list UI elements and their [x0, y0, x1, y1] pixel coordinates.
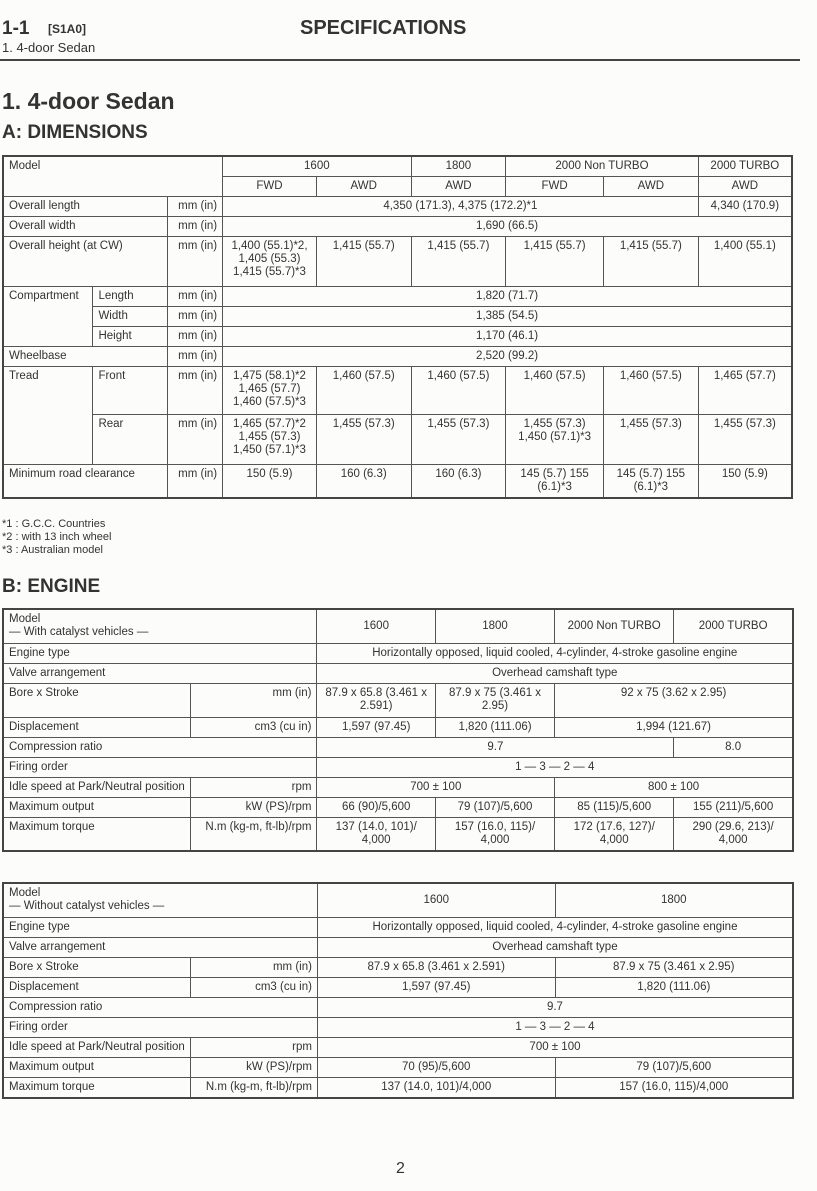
cell: Horizontally opposed, liquid cooled, 4-cylinder, 4-stroke gasoline engine — [317, 917, 793, 937]
unit-label: mm (in) — [168, 415, 223, 465]
table-row — [3, 997, 793, 1017]
unit-label: N.m (kg-m, ft-lb)/rpm — [190, 817, 317, 851]
cell: 1,400 (55.1) — [698, 237, 792, 287]
cell: 92 x 75 (3.62 x 2.95) — [555, 683, 793, 717]
cell: 700 ± 100 — [317, 1037, 793, 1057]
column-header: 2000 TURBO — [674, 609, 793, 643]
table-row — [3, 217, 792, 237]
footnote: *3 : Australian model — [2, 544, 103, 556]
row-label: Idle speed at Park/Neutral position — [3, 777, 190, 797]
row-label: Bore x Stroke — [3, 957, 190, 977]
table-row — [3, 917, 793, 937]
engine-without-catalyst-table — [2, 882, 794, 1099]
table-row — [3, 415, 792, 465]
column-header: 2000 Non TURBO — [555, 609, 674, 643]
table-row — [3, 307, 792, 327]
cell: 1 — 3 — 2 — 4 — [317, 757, 793, 777]
table-row — [3, 367, 792, 415]
unit-label: kW (PS)/rpm — [190, 1057, 317, 1077]
table-row — [3, 197, 792, 217]
cell: 1,415 (55.7) — [316, 237, 411, 287]
table-row — [3, 287, 792, 307]
page-section-number: 1-1 — [2, 18, 30, 39]
cell: 1,400 (55.1)*2, 1,405 (55.3) 1,415 (55.7)*3 — [223, 237, 317, 287]
cell: 1 — 3 — 2 — 4 — [317, 1017, 793, 1037]
column-header: 1800 — [555, 883, 793, 917]
cell: 1,597 (97.45) — [317, 977, 555, 997]
cell: 1,455 (57.3) — [698, 415, 792, 465]
cell: 160 (6.3) — [316, 465, 411, 499]
cell: 1,455 (57.3) — [411, 415, 506, 465]
cell: 70 (95)/5,600 — [317, 1057, 555, 1077]
row-label: Valve arrangement — [3, 937, 317, 957]
engine-with-catalyst-table — [2, 608, 794, 852]
sub-label: Front — [93, 367, 168, 415]
model-title: Model — [9, 887, 41, 899]
cell: 66 (90)/5,600 — [317, 797, 435, 817]
table-row — [3, 347, 792, 367]
cell: 150 (5.9) — [698, 465, 792, 499]
sub-label: Length — [93, 287, 168, 307]
unit-label: rpm — [190, 1037, 317, 1057]
footnote: *2 : with 13 inch wheel — [2, 531, 112, 543]
table-row — [3, 1037, 793, 1057]
table-row — [3, 465, 792, 499]
table-row — [3, 777, 793, 797]
row-label: Idle speed at Park/Neutral position — [3, 1037, 190, 1057]
model-label — [3, 609, 317, 643]
row-label: Maximum output — [3, 1057, 190, 1077]
group-1800: 1800 — [411, 156, 506, 177]
section-code: [S1A0] — [48, 22, 87, 36]
model-label — [3, 883, 317, 917]
unit-label: kW (PS)/rpm — [190, 797, 317, 817]
table-row — [3, 1077, 793, 1098]
row-label: Displacement — [3, 977, 190, 997]
group-1600: 1600 — [223, 156, 411, 177]
row-label: Wheelbase — [3, 347, 168, 367]
sub-label: Rear — [93, 415, 168, 465]
cell: 1,820 (111.06) — [435, 717, 554, 737]
unit-label: N.m (kg-m, ft-lb)/rpm — [190, 1077, 317, 1098]
cell: 79 (107)/5,600 — [555, 1057, 793, 1077]
dimensions-heading: A: DIMENSIONS — [2, 122, 148, 143]
cell: 87.9 x 65.8 (3.461 x 2.591) — [317, 683, 435, 717]
row-label: Maximum torque — [3, 817, 190, 851]
cell: 155 (211)/5,600 — [674, 797, 793, 817]
cell: 87.9 x 65.8 (3.461 x 2.591) — [317, 957, 555, 977]
cell: 160 (6.3) — [411, 465, 506, 499]
cell: 1,415 (55.7) — [603, 237, 698, 287]
row-label: Compression ratio — [3, 997, 317, 1017]
section-title: 1. 4-door Sedan — [2, 88, 175, 114]
table-row — [3, 609, 793, 643]
unit-label: rpm — [190, 777, 317, 797]
row-label: Minimum road clearance — [3, 465, 168, 499]
unit-label: mm (in) — [168, 307, 223, 327]
unit-label: mm (in) — [168, 237, 223, 287]
cell: 8.0 — [674, 737, 793, 757]
cell: 1,455 (57.3) 1,450 (57.1)*3 — [506, 415, 604, 465]
unit-label: mm (in) — [168, 197, 223, 217]
cell: 1,460 (57.5) — [411, 367, 506, 415]
table-row — [3, 683, 793, 717]
table-row — [3, 643, 793, 663]
unit-label: mm (in) — [190, 957, 317, 977]
cell: 1,415 (55.7) — [411, 237, 506, 287]
table-row — [3, 797, 793, 817]
model-subtitle: — With catalyst vehicles — — [9, 626, 149, 638]
cell: 1,465 (57.7)*2 1,455 (57.3) 1,450 (57.1)*3 — [223, 415, 317, 465]
model-label: Model — [3, 156, 223, 197]
cell: Overhead camshaft type — [317, 937, 793, 957]
table-row — [3, 663, 793, 683]
overall-width-value: 1,690 (66.5) — [223, 217, 792, 237]
row-label: Valve arrangement — [3, 663, 317, 683]
footnote: *1 : G.C.C. Countries — [2, 518, 106, 530]
cell: 145 (5.7) 155 (6.1)*3 — [603, 465, 698, 499]
sub-label: Width — [93, 307, 168, 327]
column-header: 1600 — [317, 883, 555, 917]
overall-length-value: 4,350 (171.3), 4,375 (172.2)*1 — [223, 197, 699, 217]
cell: 1,460 (57.5) — [506, 367, 604, 415]
row-label: Overall height (at CW) — [3, 237, 168, 287]
cell: 79 (107)/5,600 — [435, 797, 554, 817]
cell: 1,415 (55.7) — [506, 237, 604, 287]
row-label: Displacement — [3, 717, 190, 737]
table-row — [3, 977, 793, 997]
page-header — [0, 0, 817, 62]
unit-label: mm (in) — [168, 287, 223, 307]
row-label: Maximum torque — [3, 1077, 190, 1098]
row-label: Engine type — [3, 917, 317, 937]
cell: 172 (17.6, 127)/ 4,000 — [555, 817, 674, 851]
sub-label: Height — [93, 327, 168, 347]
footnotes — [2, 518, 111, 557]
drive-label: FWD — [223, 177, 317, 197]
cell: 2,520 (99.2) — [223, 347, 792, 367]
drive-label: AWD — [603, 177, 698, 197]
header-rule — [0, 59, 800, 61]
cell: 87.9 x 75 (3.461 x 2.95) — [555, 957, 793, 977]
cell: 1,597 (97.45) — [317, 717, 435, 737]
cell: 1,460 (57.5) — [603, 367, 698, 415]
table-row — [3, 737, 793, 757]
table-row — [3, 237, 792, 287]
cell: 1,475 (58.1)*2 1,465 (57.7) 1,460 (57.5)*3 — [223, 367, 317, 415]
cell: 1,170 (46.1) — [223, 327, 792, 347]
row-label: Compartment — [3, 287, 93, 347]
row-label: Maximum output — [3, 797, 190, 817]
table-row — [3, 1057, 793, 1077]
row-label: Firing order — [3, 1017, 317, 1037]
row-label: Tread — [3, 367, 93, 465]
unit-label: mm (in) — [168, 217, 223, 237]
cell: 1,460 (57.5) — [316, 367, 411, 415]
cell: 157 (16.0, 115)/ 4,000 — [435, 817, 554, 851]
cell: 800 ± 100 — [555, 777, 793, 797]
overall-length-turbo: 4,340 (170.9) — [698, 197, 792, 217]
header-subtitle: 1. 4-door Sedan — [2, 40, 96, 55]
unit-label: mm (in) — [168, 327, 223, 347]
cell: 1,455 (57.3) — [603, 415, 698, 465]
cell: 150 (5.9) — [223, 465, 317, 499]
model-title: Model — [9, 613, 41, 625]
cell: 1,820 (71.7) — [223, 287, 792, 307]
cell: 9.7 — [317, 737, 674, 757]
cell: 87.9 x 75 (3.461 x 2.95) — [435, 683, 554, 717]
row-label: Compression ratio — [3, 737, 317, 757]
model-subtitle: — Without catalyst vehicles — — [9, 900, 165, 912]
table-row — [3, 327, 792, 347]
cell: 1,465 (57.7) — [698, 367, 792, 415]
row-label: Overall width — [3, 217, 168, 237]
cell: 85 (115)/5,600 — [555, 797, 674, 817]
cell: 1,455 (57.3) — [316, 415, 411, 465]
unit-label: cm3 (cu in) — [190, 977, 317, 997]
engine-heading: B: ENGINE — [2, 576, 101, 597]
cell: 1,385 (54.5) — [223, 307, 792, 327]
group-2000-turbo: 2000 TURBO — [698, 156, 792, 177]
table-row — [3, 817, 793, 851]
table-row — [3, 1017, 793, 1037]
drive-label: AWD — [316, 177, 411, 197]
drive-label: AWD — [411, 177, 506, 197]
dimensions-table — [2, 155, 793, 499]
cell: Overhead camshaft type — [317, 663, 793, 683]
cell: 1,820 (111.06) — [555, 977, 793, 997]
header-title: SPECIFICATIONS — [300, 17, 467, 39]
table-row — [3, 883, 793, 917]
cell: 137 (14.0, 101)/ 4,000 — [317, 817, 435, 851]
cell: 1,994 (121.67) — [555, 717, 793, 737]
row-label: Firing order — [3, 757, 317, 777]
column-header: 1800 — [435, 609, 554, 643]
table-row — [3, 757, 793, 777]
unit-label: mm (in) — [168, 347, 223, 367]
unit-label: mm (in) — [168, 367, 223, 415]
table-row — [3, 957, 793, 977]
page-number: 2 — [396, 1160, 405, 1177]
drive-label: AWD — [698, 177, 792, 197]
unit-label: mm (in) — [168, 465, 223, 499]
table-row — [3, 717, 793, 737]
row-label: Bore x Stroke — [3, 683, 190, 717]
unit-label: mm (in) — [190, 683, 317, 717]
cell: 145 (5.7) 155 (6.1)*3 — [506, 465, 604, 499]
cell: 9.7 — [317, 997, 793, 1017]
column-header: 1600 — [317, 609, 435, 643]
cell: Horizontally opposed, liquid cooled, 4-cylinder, 4-stroke gasoline engine — [317, 643, 793, 663]
cell: 137 (14.0, 101)/4,000 — [317, 1077, 555, 1098]
group-2000-non-turbo: 2000 Non TURBO — [506, 156, 698, 177]
unit-label: cm3 (cu in) — [190, 717, 317, 737]
row-label: Engine type — [3, 643, 317, 663]
cell: 700 ± 100 — [317, 777, 555, 797]
cell: 290 (29.6, 213)/ 4,000 — [674, 817, 793, 851]
table-row — [3, 156, 792, 177]
cell: 157 (16.0, 115)/4,000 — [555, 1077, 793, 1098]
drive-label: FWD — [506, 177, 604, 197]
table-row — [3, 937, 793, 957]
row-label: Overall length — [3, 197, 168, 217]
